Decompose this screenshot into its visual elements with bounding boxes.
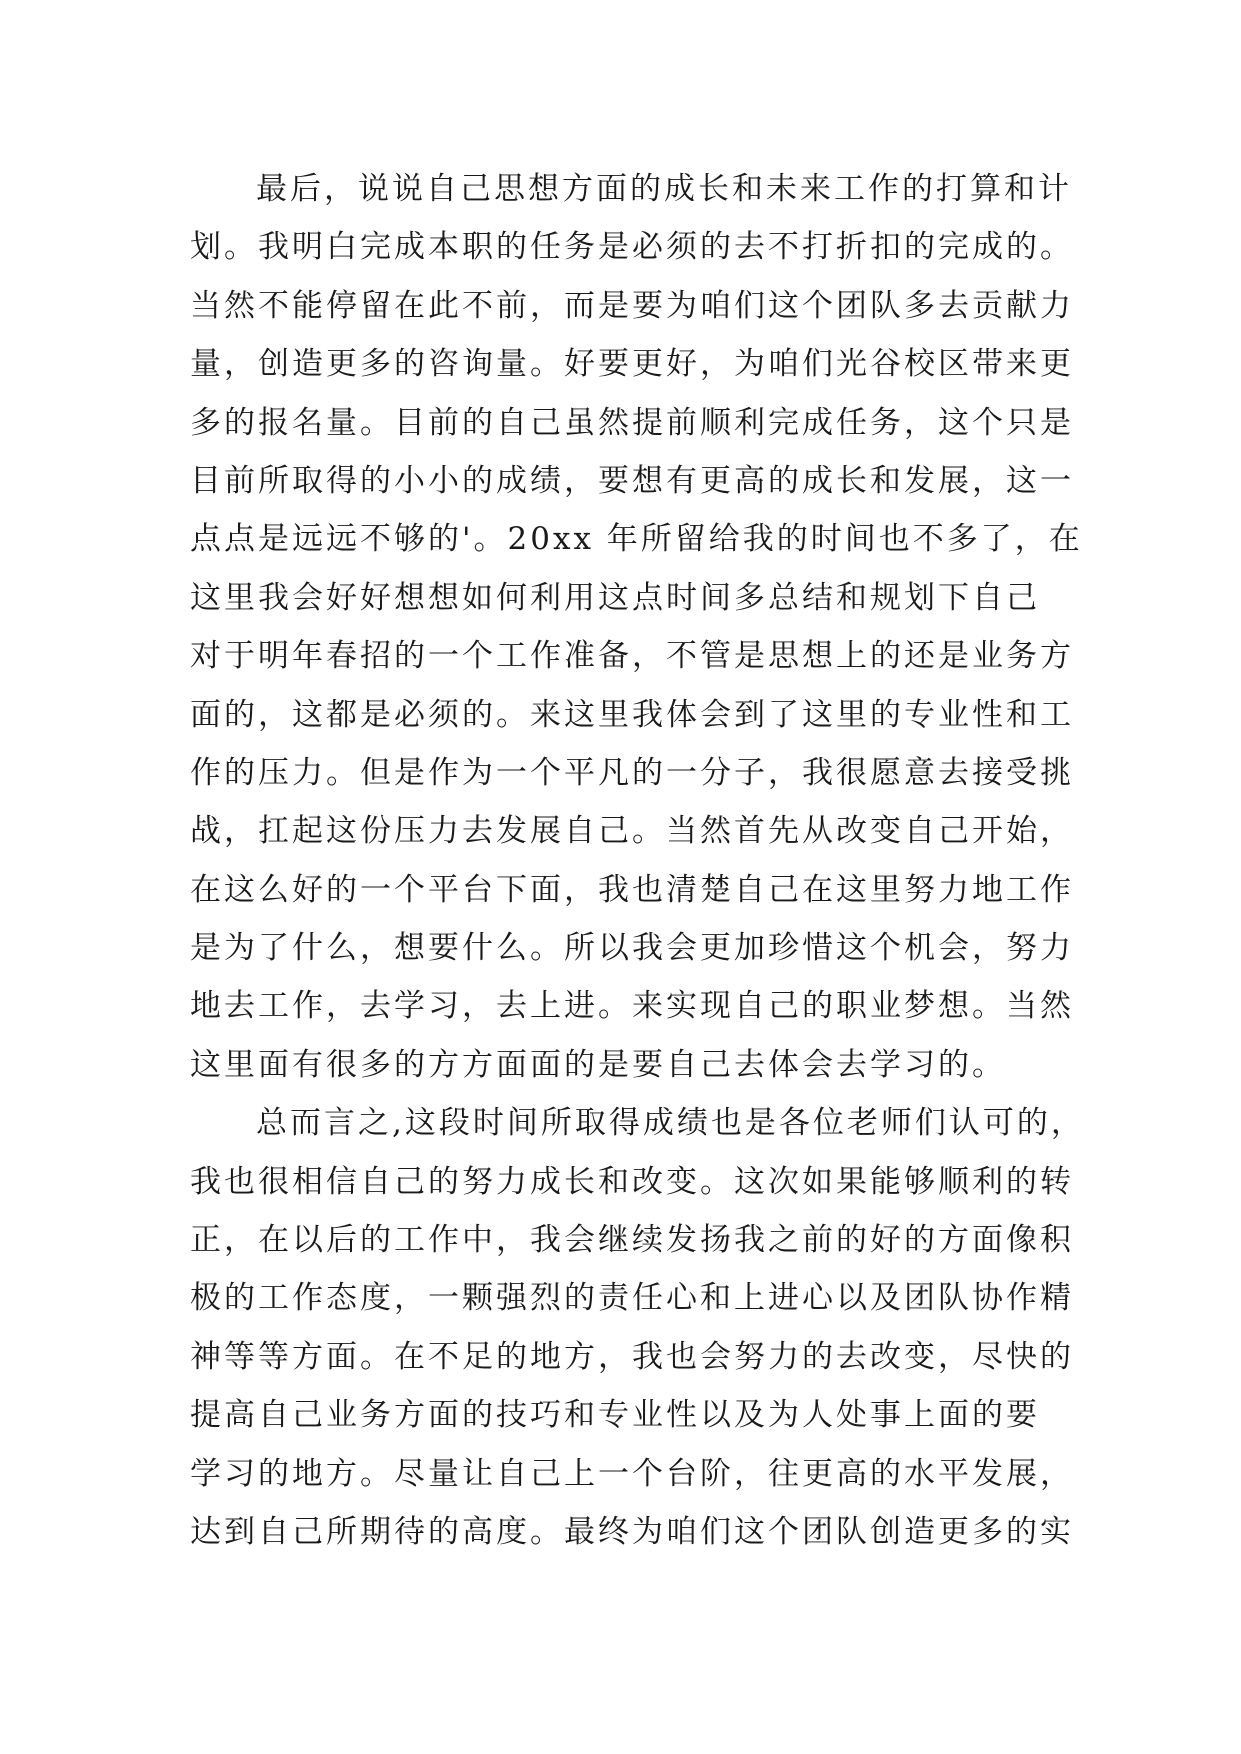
text-line: 对于明年春招的一个工作准备，不管是思想上的还是业务方 <box>190 638 1074 675</box>
text-line: 是为了什么，想要什么。所以我会更加珍惜这个机会，努力 <box>190 930 1074 967</box>
text-line: 地去工作，去学习，去上进。来实现自己的职业梦想。当然 <box>190 988 1074 1025</box>
paragraph-summary <box>190 1094 1085 1561</box>
text-line: 总而言之,这段时间所取得成绩也是各位老师们认可的， <box>256 1105 1085 1142</box>
text-line: 面的，这都是必须的。来这里我体会到了这里的专业性和工 <box>190 696 1074 733</box>
text-line: 划。我明白完成本职的任务是必须的去不打折扣的完成的。 <box>190 229 1074 266</box>
text-line: 达到自己所期待的高度。最终为咱们这个团队创造更多的实 <box>190 1513 1074 1550</box>
text-line: 当然不能停留在此不前，而是要为咱们这个团队多去贡献力 <box>190 287 1074 324</box>
text-line: 目前所取得的小小的成绩，要想有更高的成长和发展，这一 <box>190 462 1074 499</box>
text-line: 最后，说说自己思想方面的成长和未来工作的打算和计 <box>256 171 1072 207</box>
text-line: 多的报名量。目前的自己虽然提前顺利完成任务，这个只是 <box>190 404 1074 441</box>
text-line: 量，创造更多的咨询量。好要更好，为咱们光谷校区带来更 <box>190 346 1074 383</box>
text-line: 我也很相信自己的努力成长和改变。这次如果能够顺利的转 <box>190 1163 1074 1200</box>
text-line: 这里面有很多的方方面面的是要自己去体会去学习的。 <box>190 1046 1006 1083</box>
text-line: 正，在以后的工作中，我会继续发扬我之前的好的方面像积 <box>190 1222 1074 1259</box>
text-line: 极的工作态度，一颗强烈的责任心和上进心以及团队协作精 <box>190 1280 1074 1317</box>
text-line: 提高自己业务方面的技巧和专业性以及为人处事上面的要 <box>190 1397 1040 1434</box>
document-body <box>190 160 1085 1561</box>
text-line: 战，扛起这份压力去发展自己。当然首先从改变自己开始， <box>190 813 1074 850</box>
text-line: 这里我会好好想想如何利用这点时间多总结和规划下自己 <box>190 579 1040 616</box>
text-line: 点点是远远不够的'。20xx 年所留给我的时间也不多了，在 <box>190 521 1083 558</box>
text-line: 作的压力。但是作为一个平凡的一分子，我很愿意去接受挑 <box>190 754 1074 791</box>
text-line: 在这么好的一个平台下面，我也清楚自己在这里努力地工作 <box>190 871 1074 908</box>
text-line: 学习的地方。尽量让自己上一个台阶，往更高的水平发展， <box>190 1455 1074 1492</box>
paragraph-future-plans <box>190 160 1083 1094</box>
text-line: 神等等方面。在不足的地方，我也会努力的去改变，尽快的 <box>190 1338 1074 1375</box>
